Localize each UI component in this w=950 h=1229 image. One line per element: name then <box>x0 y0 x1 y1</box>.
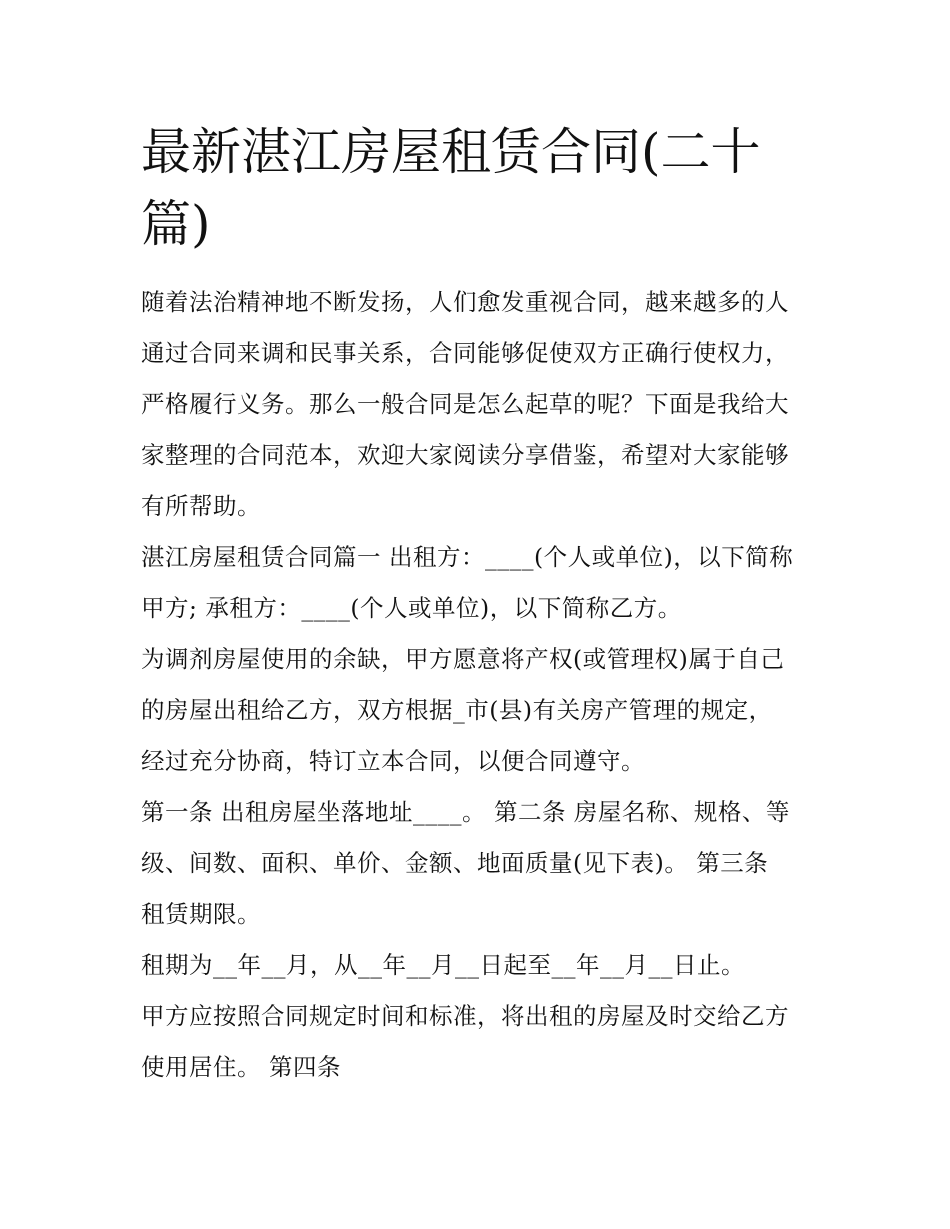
articles-paragraph <box>141 787 821 940</box>
text-line: 经过充分协商，特订立本合同，以便合同遵守。 <box>141 747 645 775</box>
purpose-paragraph <box>141 634 821 787</box>
parties-paragraph <box>141 532 821 634</box>
document-title <box>141 116 831 260</box>
delivery-paragraph <box>141 991 821 1093</box>
text-line: 级、间数、面积、单价、金额、地面质量(见下表)。 第三条 <box>141 849 769 877</box>
document-body <box>141 277 821 1093</box>
title-line-2: 篇) <box>141 195 211 253</box>
text-line: 家整理的合同范本，欢迎大家阅读分享借鉴，希望对大家能够 <box>141 441 789 469</box>
text-line: 为调剂房屋使用的余缺，甲方愿意将产权(或管理权)属于自己 <box>141 645 785 673</box>
text-line: 的房屋出租给乙方，双方根据_市(县)有关房产管理的规定， <box>141 696 773 724</box>
title-line-1: 最新湛江房屋租赁合同(二十 <box>141 123 761 181</box>
text-line: 第一条 出租房屋坐落地址____。 第二条 房屋名称、规格、等 <box>141 798 790 826</box>
term-paragraph <box>141 940 821 991</box>
text-line: 使用居住。 第四条 <box>141 1053 341 1081</box>
text-line: 租赁期限。 <box>141 900 261 928</box>
text-line: 严格履行义务。那么一般合同是怎么起草的呢？下面是我给大 <box>141 390 789 418</box>
text-line: 租期为__年__月，从__年__月__日起至__年__月__日止。 <box>141 951 745 979</box>
intro-paragraph <box>141 277 821 532</box>
text-line: 通过合同来调和民事关系，合同能够促使双方正确行使权力， <box>141 339 789 367</box>
text-line: 甲方; 承租方：____(个人或单位)，以下简称乙方。 <box>141 594 682 622</box>
text-line: 甲方应按照合同规定时间和标准，将出租的房屋及时交给乙方 <box>141 1002 789 1030</box>
text-line: 湛江房屋租赁合同篇一 出租方：____(个人或单位)，以下简称 <box>141 543 794 571</box>
text-line: 随着法治精神地不断发扬，人们愈发重视合同，越来越多的人 <box>141 288 789 316</box>
text-line: 有所帮助。 <box>141 492 261 520</box>
